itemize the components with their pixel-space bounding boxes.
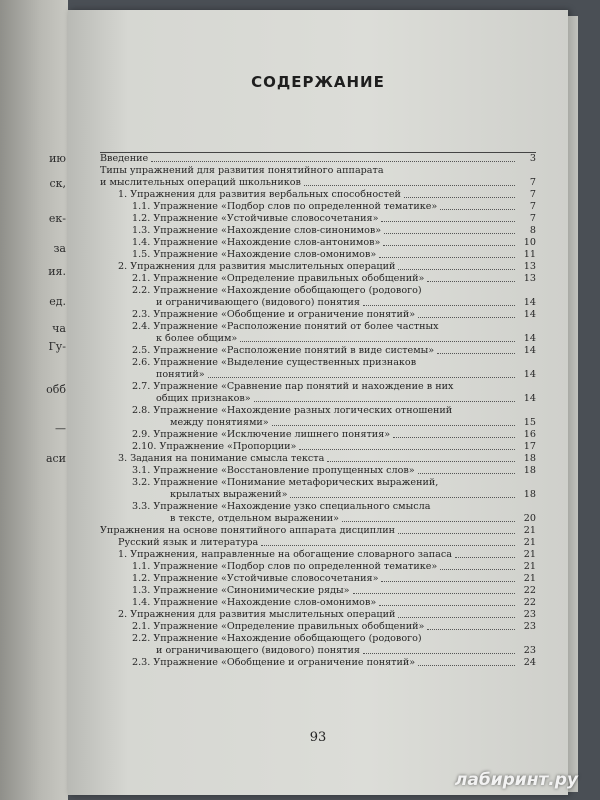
toc-entry-title: 1.4. Упражнение «Нахождение слов-антонимов»	[132, 237, 381, 248]
toc-row	[100, 453, 536, 465]
toc-entry-title: и ограничивающего (видового) понятия	[156, 645, 360, 656]
toc-entry-page: 14	[523, 333, 536, 344]
left-page-text-fragment: ча	[52, 322, 66, 335]
toc-leader-dots	[299, 449, 515, 450]
toc-entry-title: в тексте, отдельном выражении»	[170, 513, 340, 524]
toc-leader-dots	[418, 473, 515, 474]
toc-row	[100, 429, 536, 441]
toc-entry-page: 22	[523, 597, 536, 608]
toc-entry-title: Введение	[100, 153, 149, 164]
toc-row	[100, 189, 536, 201]
toc-row	[100, 321, 536, 333]
toc-entry-page: 24	[523, 657, 536, 668]
toc-entry-page: 21	[523, 573, 536, 584]
toc-row	[100, 573, 536, 585]
toc-entry-title: Типы упражнений для развития понятийного аппарата	[100, 165, 384, 176]
toc-row	[100, 381, 536, 393]
toc-entry-page: 21	[523, 537, 536, 548]
toc-row	[100, 285, 536, 297]
toc-entry-page: 3	[529, 153, 536, 164]
toc-entry-page: 16	[523, 429, 536, 440]
toc-row	[100, 441, 536, 453]
toc-row	[100, 201, 536, 213]
toc-row	[100, 261, 536, 273]
toc-entry-page: 7	[529, 201, 536, 212]
toc-entry-title: крылатых выражений»	[170, 489, 288, 500]
toc-row	[100, 513, 536, 525]
toc-entry-page: 8	[529, 225, 536, 236]
toc-entry-page: 15	[523, 417, 536, 428]
toc-entry-page: 17	[523, 441, 536, 452]
toc-leader-dots	[327, 461, 515, 462]
toc-row	[100, 537, 536, 549]
toc-row	[100, 405, 536, 417]
toc-leader-dots	[151, 161, 515, 162]
toc-entry-page: 23	[523, 609, 536, 620]
toc-entry-title: Упражнения на основе понятийного аппарата дисциплин	[100, 525, 396, 536]
toc-row	[100, 597, 536, 609]
toc-entry-title: 1. Упражнения для развития вербальных способностей	[118, 189, 401, 200]
toc-leader-dots	[381, 221, 515, 222]
toc-leader-dots	[440, 569, 515, 570]
toc-entry-title: 2.2. Упражнение «Нахождение обобщающего (родового)	[132, 633, 422, 644]
toc-entry-title: 2. Упражнения для развития мыслительных операций	[118, 609, 396, 620]
toc-entry-title: 2.1. Упражнение «Определение правильных обобщений»	[132, 273, 425, 284]
toc-leader-dots	[427, 629, 515, 630]
toc-entry-title: 1. Упражнения, направленные на обогащение словарного запаса	[118, 549, 452, 560]
toc-leader-dots	[304, 185, 515, 186]
toc-entry-page: 23	[523, 645, 536, 656]
toc-entry-title: 2.1. Упражнение «Определение правильных обобщений»	[132, 621, 425, 632]
toc-leader-dots	[240, 341, 515, 342]
toc-leader-dots	[398, 269, 515, 270]
toc-entry-title: 1.2. Упражнение «Устойчивые словосочетания»	[132, 573, 379, 584]
toc-entry-title: 2.5. Упражнение «Расположение понятий в виде системы»	[132, 345, 435, 356]
left-page-text-fragment: за	[53, 242, 66, 255]
toc-entry-title: и ограничивающего (видового) понятия	[156, 297, 360, 308]
toc-entry-page: 21	[523, 561, 536, 572]
toc-row	[100, 417, 536, 429]
toc-row	[100, 165, 536, 177]
toc-entry-title: общих признаков»	[156, 393, 251, 404]
toc-entry-page: 13	[523, 273, 536, 284]
toc-leader-dots	[272, 425, 515, 426]
toc-entry-page: 18	[523, 489, 536, 500]
toc-row	[100, 309, 536, 321]
toc-leader-dots	[261, 545, 515, 546]
toc-row	[100, 153, 536, 165]
toc-leader-dots	[383, 245, 515, 246]
toc-entry-title: 2.3. Упражнение «Обобщение и ограничение понятий»	[132, 309, 416, 320]
watermark-logo: лабиринт.ру	[454, 770, 578, 790]
toc-entry-page: 22	[523, 585, 536, 596]
left-page-text-fragment: ию	[49, 152, 66, 165]
toc-row	[100, 609, 536, 621]
toc-entry-title: 3.3. Упражнение «Нахождение узко специального смысла	[132, 501, 431, 512]
toc-leader-dots	[363, 653, 515, 654]
page-title: СОДЕРЖАНИЕ	[251, 73, 385, 91]
left-page-text-fragment: ед.	[49, 295, 66, 308]
toc-entry-page: 14	[523, 393, 536, 404]
toc-row	[100, 357, 536, 369]
toc-entry-title: 1.5. Упражнение «Нахождение слов-омонимов»	[132, 249, 377, 260]
toc-leader-dots	[398, 533, 515, 534]
toc-leader-dots	[384, 233, 515, 234]
toc-entry-page: 18	[523, 465, 536, 476]
toc-entry-title: 1.3. Упражнение «Нахождение слов-синонимов»	[132, 225, 382, 236]
toc-row	[100, 393, 536, 405]
toc-row	[100, 489, 536, 501]
toc-entry-title: 1.3. Упражнение «Синонимические ряды»	[132, 585, 350, 596]
toc-row	[100, 345, 536, 357]
toc-entry-page: 7	[529, 213, 536, 224]
left-page-text-fragment: аси	[45, 452, 66, 465]
toc-entry-title: 2. Упражнения для развития мыслительных операций	[118, 261, 396, 272]
page-edge	[568, 16, 578, 792]
toc-leader-dots	[379, 257, 515, 258]
toc-entry-page: 21	[523, 525, 536, 536]
toc-row	[100, 549, 536, 561]
toc-leader-dots	[363, 305, 515, 306]
left-page-text-fragment: —	[55, 422, 66, 435]
toc-leader-dots	[427, 281, 515, 282]
toc-leader-dots	[437, 353, 515, 354]
toc-entry-title: Русский язык и литература	[118, 537, 259, 548]
toc-entry-title: 2.3. Упражнение «Обобщение и ограничение понятий»	[132, 657, 416, 668]
toc-leader-dots	[393, 437, 515, 438]
toc-row	[100, 633, 536, 645]
toc-entry-page: 21	[523, 549, 536, 560]
left-page-text-fragment: Гу-	[48, 340, 66, 353]
toc-row	[100, 249, 536, 261]
toc-leader-dots	[404, 197, 515, 198]
toc-entry-title: 2.9. Упражнение «Исключение лишнего понятия»	[132, 429, 391, 440]
toc-leader-dots	[208, 377, 515, 378]
toc-entry-page: 11	[523, 249, 536, 260]
toc-entry-title: 3. Задания на понимание смысла текста	[118, 453, 325, 464]
toc-entry-page: 10	[523, 237, 536, 248]
toc-row	[100, 561, 536, 573]
toc-row	[100, 645, 536, 657]
toc-leader-dots	[455, 557, 515, 558]
left-page-fragment	[0, 0, 68, 800]
toc-entry-title: 2.4. Упражнение «Расположение понятий от более частных	[132, 321, 439, 332]
toc-entry-title: понятий»	[156, 369, 205, 380]
toc-row	[100, 333, 536, 345]
left-page-text-fragment: ек-	[48, 212, 66, 225]
toc-row	[100, 477, 536, 489]
toc-entry-title: 3.1. Упражнение «Восстановление пропущенных слов»	[132, 465, 415, 476]
toc-row	[100, 297, 536, 309]
toc-entry-title: 3.2. Упражнение «Понимание метафорических выражений,	[132, 477, 439, 488]
left-page-text-fragment: обб	[46, 383, 66, 396]
toc-leader-dots	[418, 317, 515, 318]
toc-leader-dots	[342, 521, 515, 522]
toc-leader-dots	[353, 593, 516, 594]
toc-entry-page: 14	[523, 369, 536, 380]
toc-entry-title: 2.10. Упражнение «Пропорции»	[132, 441, 297, 452]
toc-row	[100, 465, 536, 477]
toc-row	[100, 225, 536, 237]
toc-row	[100, 501, 536, 513]
toc-row	[100, 237, 536, 249]
toc-entry-page: 18	[523, 453, 536, 464]
toc-entry-page: 14	[523, 297, 536, 308]
toc-entry-title: 2.7. Упражнение «Сравнение пар понятий и нахождение в них	[132, 381, 454, 392]
toc-leader-dots	[254, 401, 515, 402]
book-page	[68, 10, 568, 795]
toc-entry-title: между понятиями»	[170, 417, 269, 428]
toc-leader-dots	[379, 605, 515, 606]
toc-entry-page: 23	[523, 621, 536, 632]
toc-leader-dots	[440, 209, 515, 210]
toc-row	[100, 657, 536, 669]
toc-leader-dots	[381, 581, 515, 582]
table-of-contents	[100, 152, 536, 669]
toc-row	[100, 585, 536, 597]
toc-row	[100, 621, 536, 633]
left-page-text-fragment: ия.	[48, 265, 66, 278]
toc-entry-page: 14	[523, 345, 536, 356]
left-page-text-fragment: ск,	[49, 177, 66, 190]
toc-entry-title: 1.2. Упражнение «Устойчивые словосочетания»	[132, 213, 379, 224]
toc-entry-title: 1.1. Упражнение «Подбор слов по определенной тематике»	[132, 201, 438, 212]
toc-entry-title: и мыслительных операций школьников	[100, 177, 301, 188]
toc-entry-title: 2.6. Упражнение «Выделение существенных признаков	[132, 357, 417, 368]
toc-entry-title: к более общим»	[156, 333, 238, 344]
toc-entry-title: 1.1. Упражнение «Подбор слов по определенной тематике»	[132, 561, 438, 572]
toc-row	[100, 369, 536, 381]
toc-row	[100, 177, 536, 189]
toc-entry-title: 2.2. Упражнение «Нахождение обобщающего (родового)	[132, 285, 422, 296]
toc-entry-page: 7	[529, 177, 536, 188]
toc-leader-dots	[418, 665, 515, 666]
toc-leader-dots	[290, 497, 515, 498]
toc-entry-title: 1.4. Упражнение «Нахождение слов-омонимов»	[132, 597, 377, 608]
toc-entry-page: 20	[523, 513, 536, 524]
toc-row	[100, 273, 536, 285]
toc-entry-page: 13	[523, 261, 536, 272]
toc-entry-title: 2.8. Упражнение «Нахождение разных логических отношений	[132, 405, 453, 416]
toc-entry-page: 7	[529, 189, 536, 200]
page-number: 93	[309, 730, 327, 745]
toc-row	[100, 213, 536, 225]
toc-entry-page: 14	[523, 309, 536, 320]
toc-leader-dots	[398, 617, 515, 618]
toc-row	[100, 525, 536, 537]
